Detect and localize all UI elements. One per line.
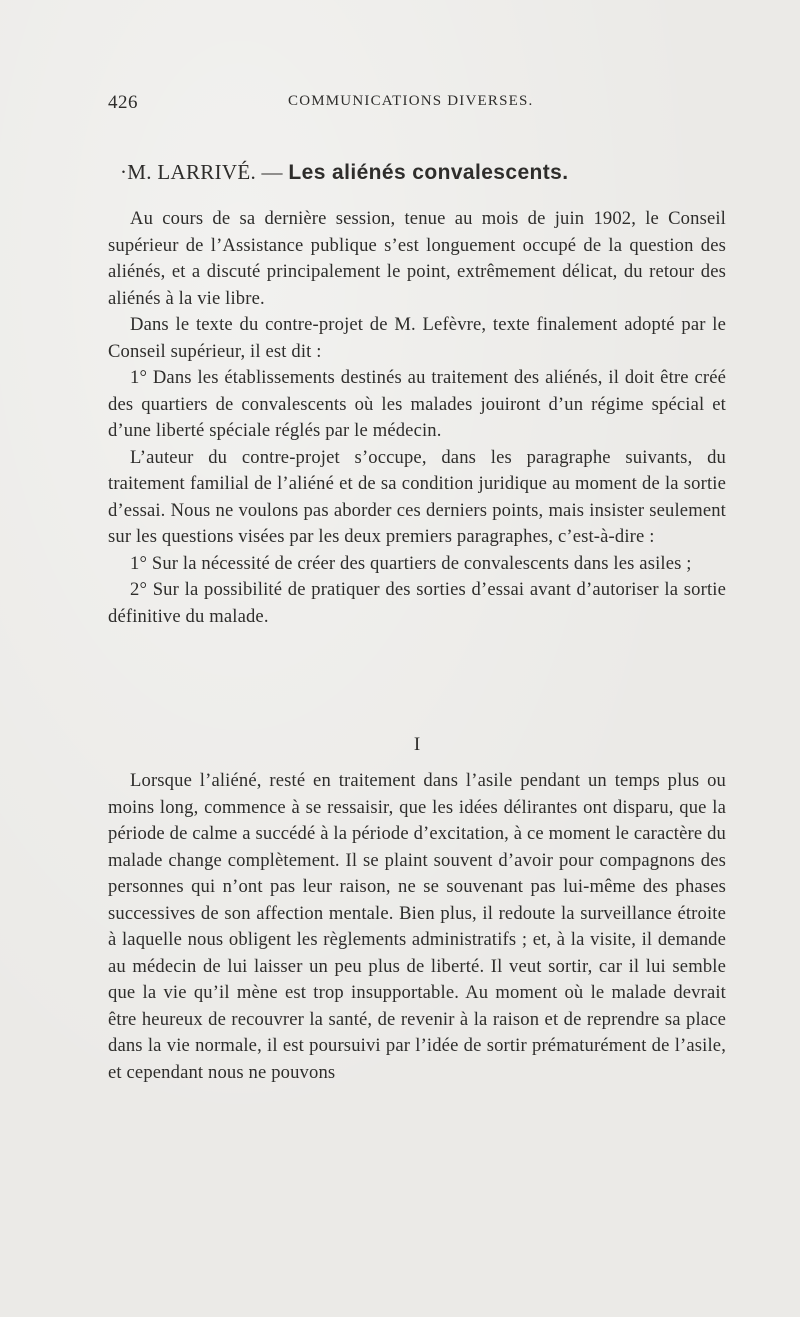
paragraph: Au cours de sa dernière session, tenue au mois de juin 1902, le Conseil supérieur de l’Assistance publique s’est longuement occupé de la question des aliénés, et a discuté principalement le point, extrêmement délicat, du retour des aliénés à la vie libre.: [108, 208, 726, 309]
paragraph: L’auteur du contre-projet s’occupe, dans les paragraphe suivants, du traitement familial de l’aliéné et de sa condition juridique au moment de la sortie d’essai. Nous ne voulons pas aborder ces derniers points, mais insister seulement sur les questions visées par les deux premiers paragraphes, c’est-à-dire :: [108, 446, 726, 547]
paragraph: Lorsque l’aliéné, resté en traitement dans l’asile pendant un temps plus ou moins long, commence à se ressaisir, que les idées délirantes ont disparu, que la période de calme a succédé à la période d’excitation, à ce moment le caractère du malade change complètement. Il se plaint souvent d’avoir pour compagnons des personnes qui n’ont pas leur raison, ne se souvenant pas lui-même des phases successives de son affection mentale. Bien plus, il redoute la surveillance étroite à laquelle nous obligent les règlements administratifs ; et, à la visite, il demande au médecin de lui laisser un peu plus de liberté. Il veut sortir, car il lui semble que la vie qu’il mène est trop insupportable. Au moment où le malade devrait être heureux de recouvrer la santé, de revenir à la raison et de reprendre sa place dans la vie normale, il est poursuivi par l’idée de sortir prématurément de l’asile, et cependant nous ne pouvons: [108, 770, 726, 1083]
paragraph: 1° Sur la nécessité de créer des quartiers de convalescents dans les asiles ;: [130, 552, 692, 574]
body-text: [108, 206, 726, 630]
article-author: ·M. LARRIVÉ. —: [120, 160, 289, 184]
running-head: COMMUNICATIONS DIVERSES.: [288, 93, 534, 109]
section-body-text: [108, 768, 726, 1086]
article-title-text: Les aliénés convalescents.: [288, 161, 569, 184]
page-number: 426: [108, 92, 138, 113]
section-heading: I: [413, 734, 421, 755]
paragraph: 2° Sur la possibilité de pratiquer des sorties d’essai avant d’autoriser la sortie définitive du malade.: [108, 579, 726, 627]
article-title: [120, 160, 740, 185]
paragraph: 1° Dans les établissements destinés au traitement des aliénés, il doit être créé des quartiers de convalescents où les malades jouiront d’un régime spécial et d’une liberté spéciale réglés par le médecin.: [108, 367, 726, 441]
paragraph: Dans le texte du contre-projet de M. Lefèvre, texte finalement adopté par le Conseil supérieur, il est dit :: [108, 314, 726, 362]
page-header: [108, 92, 728, 116]
